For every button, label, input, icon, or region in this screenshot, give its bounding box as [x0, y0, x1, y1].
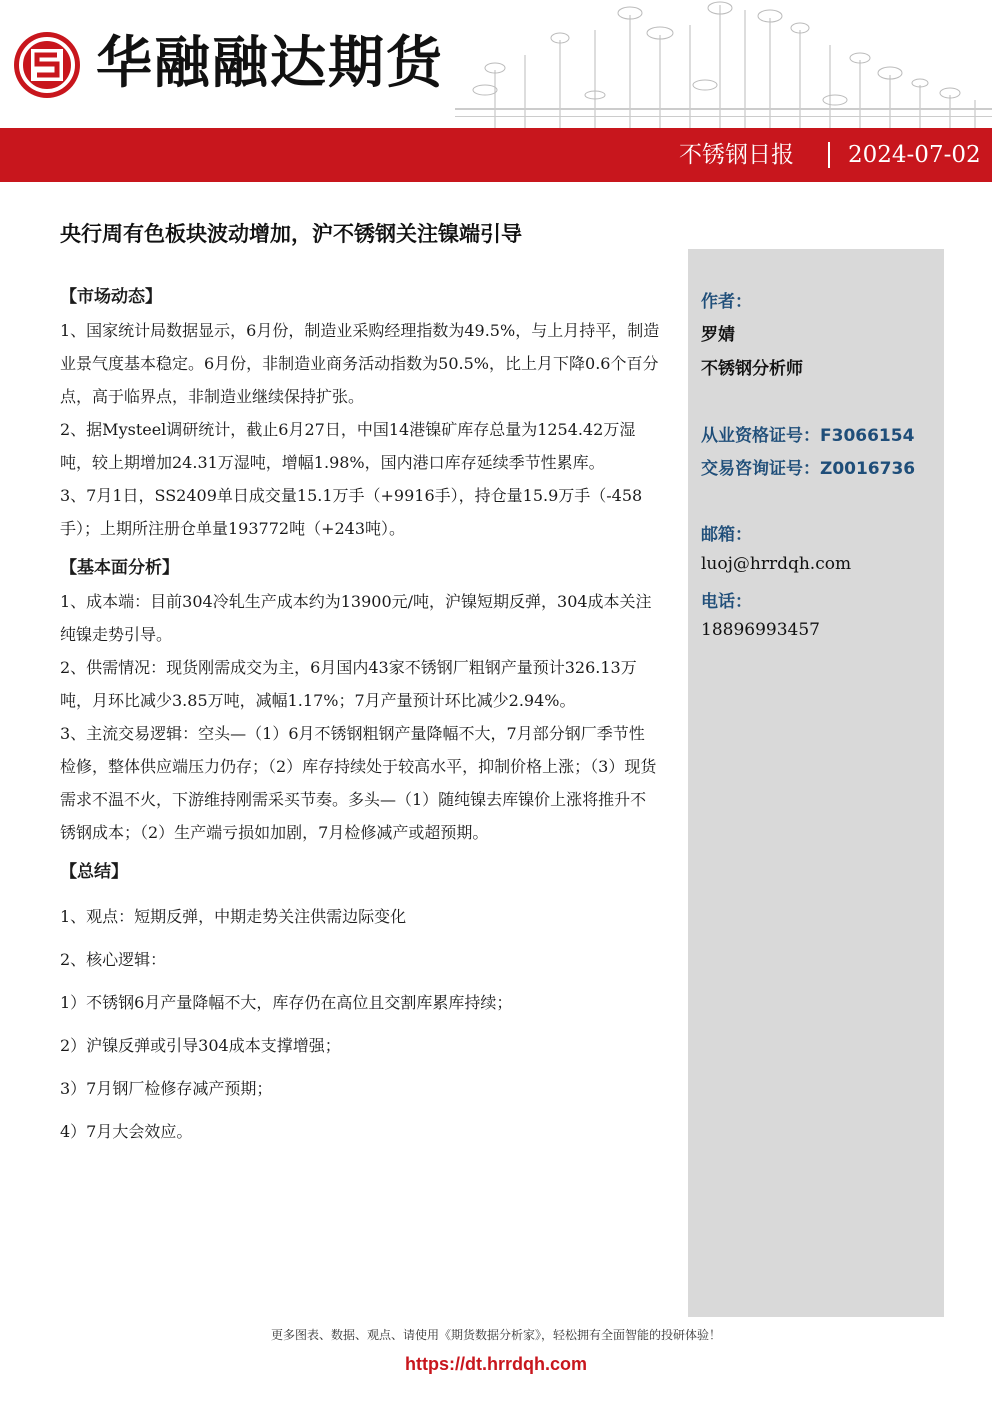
phone-label: 电话：: [701, 592, 752, 612]
email-label: 邮箱：: [701, 525, 752, 545]
section-title-fundamental: 【基本面分析】: [60, 558, 179, 578]
summary-item: 1、观点：短期反弹，中期走势关注供需边际变化: [60, 907, 407, 926]
author-label: 作者：: [701, 292, 752, 312]
report-banner: [0, 128, 992, 182]
footer-link[interactable]: https://dt.hrrdqh.com: [405, 1354, 587, 1374]
fundamental-paragraph: 2、供需情况：现货刚需成交为主，6月国内43家不锈钢厂粗钢产量预计326.13万吨，月环比减少3.85万吨，减幅1.17%；7月产量预计环比减少2.94%。: [60, 658, 637, 710]
summary-item: 3）7月钢厂检修存减产预期；: [60, 1079, 273, 1098]
report-date: 2024-07-02: [848, 142, 981, 168]
banner-divider: [828, 142, 830, 168]
email-value[interactable]: luoj@hrrdqh.com: [701, 554, 852, 574]
author-name: 罗婧: [701, 325, 735, 345]
summary-item: 4）7月大会效应。: [60, 1122, 193, 1141]
report-type: 不锈钢日报: [679, 142, 794, 168]
company-logo-icon: [14, 32, 80, 98]
report-headline: 央行周有色板块波动增加，沪不锈钢关注镍端引导: [60, 222, 522, 246]
advisory-license-number: 交易咨询证号：Z0016736: [701, 459, 916, 479]
decorative-pattern: [455, 0, 992, 128]
summary-item: 1）不锈钢6月产量降幅不大，库存仍在高位且交割库累库持续；: [60, 993, 513, 1012]
summary-item: 2、核心逻辑：: [60, 950, 167, 969]
page-header: [0, 0, 992, 185]
section-title-market: 【市场动态】: [60, 287, 162, 307]
brand-name: 华融融达期货: [96, 31, 444, 96]
fundamental-paragraph: 1、成本端：目前304冷轧生产成本约为13900元/吨，沪镍短期反弹，304成本关注纯镍走势引导。: [60, 592, 652, 644]
author-title: 不锈钢分析师: [701, 359, 803, 379]
market-paragraph: 2、据Mysteel调研统计，截止6月27日，中国14港镍矿库存总量为1254.42万湿吨，较上期增加24.31万湿吨，增幅1.98%，国内港口库存延续季节性累库。: [60, 420, 636, 472]
fundamental-paragraph: 3、主流交易逻辑：空头—（1）6月不锈钢粗钢产量降幅不大，7月部分钢厂季节性检修，整体供应端压力仍存；（2）库存持续处于较高水平，抑制价格上涨；（3）现货需求不温不火，下游维持刚需采买节奏。多头—（1）随纯镍去库镍价上涨将推升不锈钢成本；（2）生产端亏损如加剧，7月检修减产或超预期。: [60, 724, 657, 842]
market-paragraph: 1、国家统计局数据显示，6月份，制造业采购经理指数为49.5%，与上月持平，制造业景气度基本稳定。6月份，非制造业商务活动指数为50.5%，比上月下降0.6个百分点，高于临界点，非制造业继续保持扩张。: [60, 321, 660, 406]
section-title-summary: 【总结】: [60, 862, 128, 882]
phone-value: 18896993457: [701, 620, 820, 640]
summary-item: 2）沪镍反弹或引导304成本支撑增强；: [60, 1036, 341, 1055]
market-paragraph: 3、7月1日，SS2409单日成交量15.1万手（+9916手），持仓量15.9万手（-458手）；上期所注册仓单量193772吨（+243吨）。: [60, 486, 643, 538]
author-sidebar: [688, 249, 944, 1317]
report-body: [60, 280, 660, 1153]
footer-promo: 更多图表、数据、观点、请使用《期货数据分析家》，轻松拥有全面智能的投研体验！: [270, 1328, 721, 1342]
license-number: 从业资格证号：F3066154: [701, 426, 915, 446]
